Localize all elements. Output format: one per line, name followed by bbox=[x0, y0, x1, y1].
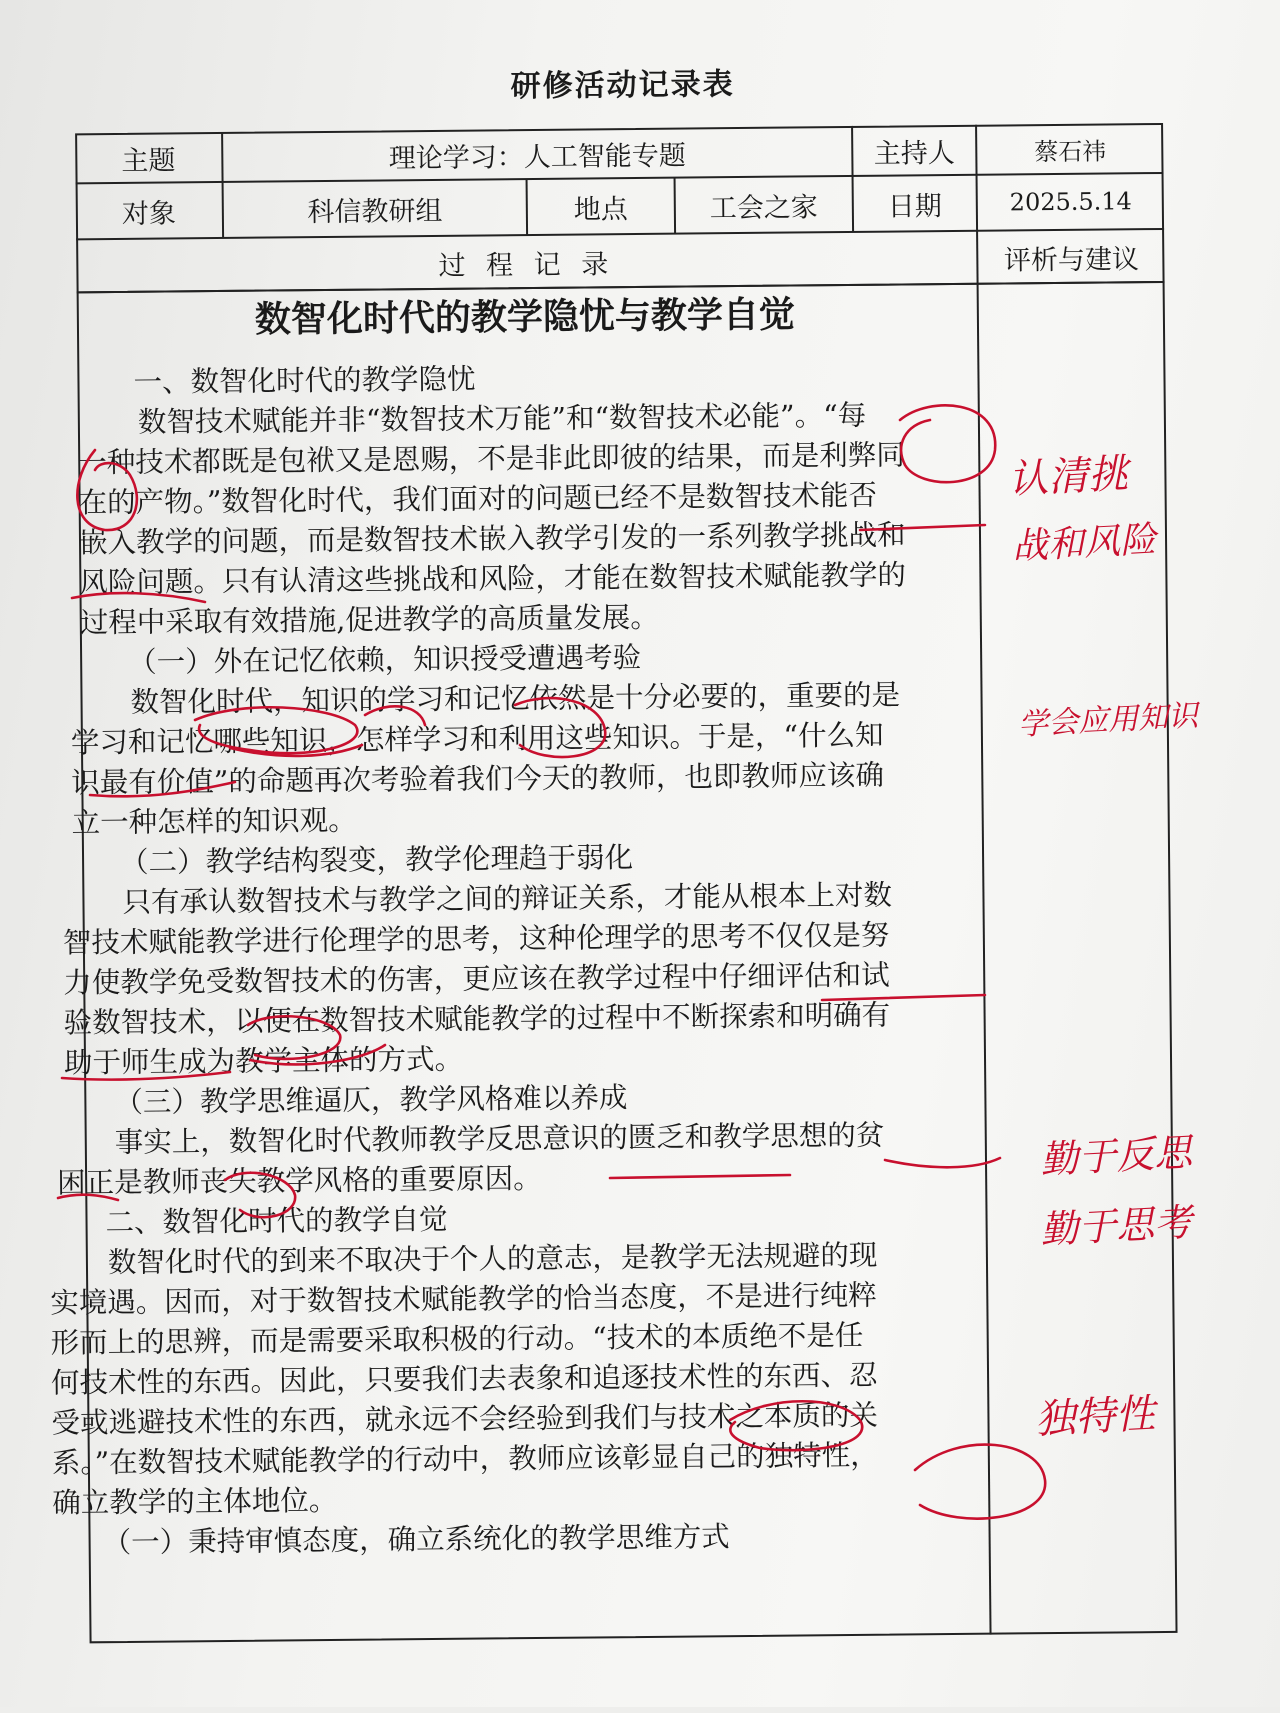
text-line: 验数智技术，以便在数智技术赋能教学的过程中不断探索和明确有 bbox=[63, 998, 891, 1040]
text-line: 过程中采取有效措施,促进教学的高质量发展。 bbox=[79, 600, 659, 640]
comment-label: 评析与建议 bbox=[1003, 244, 1140, 277]
text-line: 困正是教师丧失教学风格的重要原因。 bbox=[57, 1161, 542, 1200]
text-line: 嵌入教学的问题，而是数智技术嵌入教学引发的一系列教学挑战和 bbox=[78, 518, 906, 560]
section-heading: 二、数智化时代的教学自觉 bbox=[105, 1202, 448, 1240]
text-line: 数智化时代，知识的学习和记忆依然是十分必要的，重要的是 bbox=[130, 678, 901, 719]
topic-value: 理论学习：人工智能专题 bbox=[388, 140, 686, 175]
margin-note: 独特性 bbox=[1034, 1390, 1157, 1444]
text-line: 一种技术都既是包袱又是恩赐，不是非此即彼的结果，而是利弊同 bbox=[78, 438, 905, 480]
location-value: 工会之家 bbox=[709, 191, 818, 224]
subsection-heading: （三）教学思维逼仄，教学风格难以养成 bbox=[114, 1081, 628, 1120]
text-line: 数智技术赋能并非“数智技术万能”和“数智技术必能”。“每 bbox=[137, 398, 867, 439]
text-line: 在的产物。”数智化时代，我们面对的问题已经不是数智技术能否 bbox=[78, 478, 878, 520]
object-label: 对象 bbox=[121, 197, 177, 230]
margin-note: 勤于反思 bbox=[1039, 1130, 1194, 1182]
host-value: 蔡石祎 bbox=[1034, 137, 1107, 167]
text-line: 识最有价值”的命题再次考验着我们今天的教师，也即教师应该确 bbox=[71, 758, 885, 800]
subsection-heading: （一）秉持审慎态度，确立系统化的教学思维方式 bbox=[102, 1520, 730, 1560]
topic-label: 主题 bbox=[121, 145, 176, 177]
text-line: 受或逃避技术性的东西，就永远不会经验到我们与技术之本质的关 bbox=[51, 1398, 879, 1440]
text-line: 实境遇。因而，对于数智技术赋能教学的恰当态度，不是进行纯粹 bbox=[50, 1278, 877, 1320]
text-line: 智技术赋能教学进行伦理学的思考，这种伦理学的思考不仅仅是努 bbox=[62, 918, 890, 960]
text-line: 确立教学的主体地位。 bbox=[52, 1483, 338, 1520]
text-line: 系。”在数智技术赋能教学的行动中，教师应该彰显自己的独特性， bbox=[51, 1438, 879, 1480]
text-line: 助于师生成为教学主体的方式。 bbox=[63, 1042, 464, 1080]
date-label: 日期 bbox=[887, 190, 942, 223]
subsection-heading: （二）教学结构裂变，教学伦理趋于弱化 bbox=[119, 841, 634, 879]
process-record-label: 过 程 记 录 bbox=[438, 249, 615, 282]
text-line: 只有承认数智技术与教学之间的辩证关系，才能从根本上对数 bbox=[122, 878, 893, 919]
subsection-heading: （一）外在记忆依赖，知识授受遭遇考验 bbox=[128, 640, 642, 679]
date-value: 2025.5.14 bbox=[1009, 187, 1133, 217]
article-title: 数智化时代的教学隐忧与教学自觉 bbox=[254, 294, 796, 341]
section-heading: 一、数智化时代的教学隐忧 bbox=[133, 362, 476, 399]
text-line: 学习和记忆哪些知识，怎样学习和利用这些知识。于是，“什么知 bbox=[70, 718, 884, 760]
margin-note: 认清挑 bbox=[1007, 450, 1130, 504]
text-line: 事实上，数智化时代教师教学反思意识的匮乏和教学思想的贫 bbox=[114, 1118, 885, 1160]
text-line: 立一种怎样的知识观。 bbox=[71, 803, 357, 840]
margin-note: 学会应用知识 bbox=[1017, 698, 1199, 743]
margin-note: 勤于思考 bbox=[1039, 1200, 1194, 1252]
text-line: 何技术性的东西。因此，只要我们去表象和追逐技术性的东西、忍 bbox=[50, 1358, 878, 1400]
text-line: 力使教学免受数智技术的伤害，更应该在教学过程中仔细评估和试 bbox=[63, 958, 890, 1000]
object-value: 科信教研组 bbox=[307, 195, 443, 228]
location-label: 地点 bbox=[573, 193, 628, 226]
host-label: 主持人 bbox=[873, 137, 955, 170]
text-line: 形而上的思辨，而是需要采取积极的行动。“技术的本质绝不是任 bbox=[50, 1318, 864, 1360]
margin-note: 战和风险 bbox=[1011, 519, 1158, 568]
text-line: 风险问题。只有认清这些挑战和风险，才能在数智技术赋能教学的 bbox=[79, 558, 907, 600]
form-title: 研修活动记录表 bbox=[510, 67, 735, 105]
text-line: 数智化时代的到来不取决于个人的意志，是教学无法规避的现 bbox=[107, 1238, 878, 1280]
